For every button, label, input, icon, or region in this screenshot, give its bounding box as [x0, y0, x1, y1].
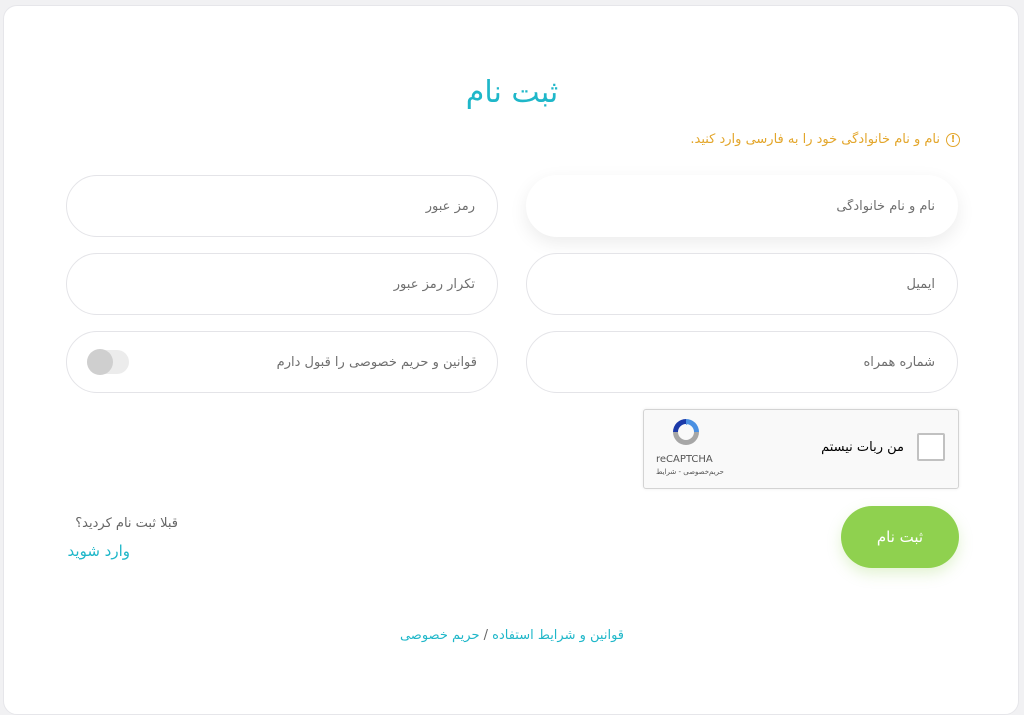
captcha-links[interactable]: حریم‌خصوصی - شرایط [656, 468, 724, 476]
confirm-password-field[interactable] [66, 253, 498, 315]
recaptcha-logo-icon [670, 416, 702, 448]
confirm-password-input[interactable] [87, 276, 477, 293]
persian-name-notice [690, 132, 960, 147]
recaptcha-widget [643, 409, 959, 489]
fullname-input[interactable] [547, 198, 937, 215]
login-link[interactable]: وارد شوید [67, 542, 130, 560]
phone-input[interactable] [547, 354, 937, 371]
captcha-brand: reCAPTCHA [656, 454, 713, 465]
notice-text: نام و نام خانوادگی خود را به فارسی وارد کنید. [690, 132, 940, 147]
footer-links [0, 628, 1024, 643]
terms-link[interactable]: قوانین و شرایط استفاده [492, 628, 625, 643]
terms-toggle-label: قوانین و حریم خصوصی را قبول دارم [276, 354, 477, 370]
password-input[interactable] [87, 198, 477, 215]
fullname-field[interactable] [526, 175, 958, 237]
page-title: ثبت نام [465, 75, 559, 111]
email-field[interactable] [526, 253, 958, 315]
email-input[interactable] [547, 276, 937, 293]
captcha-label: من ربات نیستم [821, 440, 904, 455]
terms-field [66, 331, 498, 393]
phone-field[interactable] [526, 331, 958, 393]
footer-separator: / [483, 628, 489, 643]
info-circle-icon: ! [946, 133, 960, 147]
terms-toggle[interactable] [87, 350, 129, 374]
password-field[interactable] [66, 175, 498, 237]
submit-button[interactable]: ثبت نام [841, 506, 959, 568]
already-registered-text: قبلا ثبت نام کردید؟ [75, 516, 178, 531]
toggle-knob[interactable] [87, 349, 113, 375]
captcha-checkbox[interactable] [917, 433, 945, 461]
privacy-link[interactable]: حریم خصوصی [399, 628, 480, 643]
